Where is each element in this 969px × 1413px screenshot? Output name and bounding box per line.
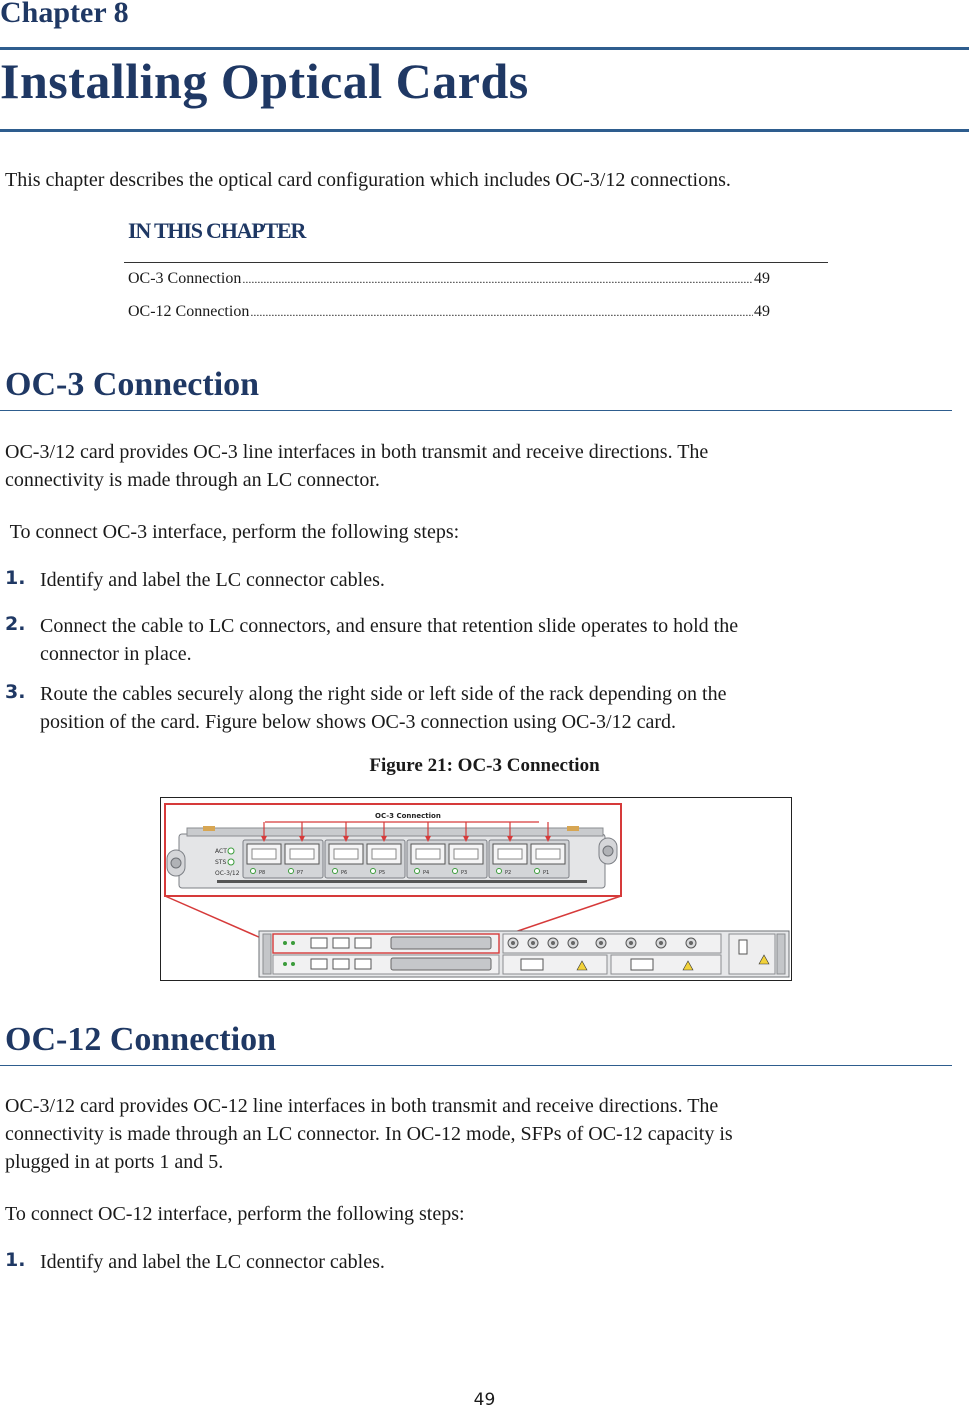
coax-port-center: [571, 941, 575, 945]
step-number: 3.: [5, 681, 26, 703]
page-number: 49: [473, 1390, 496, 1410]
sfp-port-opening: [416, 849, 440, 859]
zoom-line-left: [165, 896, 261, 938]
port-led-icon: [497, 869, 502, 874]
coax-port-center: [689, 941, 693, 945]
toc-heading: IN THIS CHAPTER: [128, 218, 306, 243]
toc-entry-title[interactable]: OC-3 Connection: [128, 270, 242, 287]
chassis-led-icon: [283, 962, 287, 966]
card-top-clip: [203, 826, 215, 831]
oc3-steps-lead: To connect OC-3 interface, perform the following steps:: [5, 521, 460, 543]
lc-port: [521, 959, 543, 970]
chassis-slot: [611, 955, 721, 974]
port-label: P8: [259, 870, 266, 876]
toc-rule: [124, 262, 828, 263]
oc3-para-line: OC-3/12 card provides OC-3 line interfaces in both transmit and receive directions. The: [5, 441, 709, 463]
step-text: Route the cables securely along the right side or left side of the rack depending on the: [40, 683, 727, 705]
toc-leader-dots: [242, 272, 753, 287]
callout-label: OC-3 Connection: [375, 812, 441, 820]
chassis-led-icon: [291, 941, 295, 945]
scsi-connector-icon: [391, 937, 491, 949]
card-led-label: ACT: [215, 848, 227, 855]
port-label: P4: [423, 870, 430, 876]
chassis-port: [311, 959, 327, 969]
port-label: P5: [379, 870, 386, 876]
chassis-port: [333, 938, 349, 948]
sfp-port-opening: [252, 849, 276, 859]
sfp-port-opening: [454, 849, 478, 859]
card-top-clip: [567, 826, 579, 831]
card-top-edge: [187, 828, 603, 836]
step-number: 1.: [5, 567, 26, 589]
coax-port-center: [511, 941, 515, 945]
coax-port-center: [659, 941, 663, 945]
scsi-connector-icon: [391, 958, 491, 970]
step-text: position of the card. Figure below shows OC-3 connection using OC-3/12 card.: [40, 711, 677, 733]
chassis-slot: [503, 955, 607, 974]
power-module: [729, 934, 775, 974]
coax-port-center: [531, 941, 535, 945]
toc-leader-dots: [250, 305, 753, 320]
chapter-label-rule: [0, 47, 969, 50]
chassis-led-icon: [283, 941, 287, 945]
section-title-oc3: OC-3 Connection: [5, 366, 260, 403]
toc-entry-page[interactable]: 49: [754, 270, 770, 287]
section-rule-oc12: [0, 1065, 952, 1066]
port-label: P7: [297, 870, 304, 876]
port-led-icon: [333, 869, 338, 874]
port-label: P2: [505, 870, 512, 876]
chassis-port: [355, 938, 371, 948]
oc12-para-line: plugged in at ports 1 and 5.: [5, 1151, 224, 1173]
act-led-icon: [228, 848, 234, 854]
toc-entry-page[interactable]: 49: [754, 303, 770, 320]
chassis-led-icon: [291, 962, 295, 966]
port-led-icon: [289, 869, 294, 874]
port-led-icon: [371, 869, 376, 874]
sfp-port-opening: [498, 849, 522, 859]
oc3-para-line: connectivity is made through an LC connector.: [5, 469, 380, 491]
sfp-port-opening: [372, 849, 396, 859]
chapter-label: Chapter 8: [0, 0, 129, 29]
sts-led-icon: [228, 859, 234, 865]
port-label: P3: [461, 870, 468, 876]
chassis-port: [333, 959, 349, 969]
chassis-ear-left: [263, 934, 271, 974]
oc3-card-illustration: [161, 798, 791, 980]
oc12-para-line: connectivity is made through an LC connector. In OC-12 mode, SFPs of OC-12 capacity is: [5, 1123, 733, 1145]
chapter-title-rule: [0, 129, 969, 132]
step-text: Connect the cable to LC connectors, and ensure that retention slide operates to hold the: [40, 615, 739, 637]
card-bottom-strip: [217, 880, 587, 883]
card-led-label: STS: [215, 859, 227, 866]
oc12-para-line: OC-3/12 card provides OC-12 line interfaces in both transmit and receive directions. The: [5, 1095, 719, 1117]
oc12-steps-lead: To connect OC-12 interface, perform the following steps:: [5, 1203, 465, 1225]
sfp-port-opening: [536, 849, 560, 859]
screw-icon: [603, 846, 613, 856]
card-model-label: OC-3/12: [215, 870, 240, 877]
coax-port-center: [551, 941, 555, 945]
step-text: Identify and label the LC connector cables.: [40, 1251, 385, 1273]
step-number: 1.: [5, 1249, 26, 1271]
toc-entry-oc3[interactable]: [128, 270, 770, 288]
sfp-port-opening: [290, 849, 314, 859]
step-text: Identify and label the LC connector cables.: [40, 569, 385, 591]
port-led-icon: [453, 869, 458, 874]
port-led-icon: [535, 869, 540, 874]
toc-entry-title[interactable]: OC-12 Connection: [128, 303, 250, 320]
section-title-oc12: OC-12 Connection: [5, 1021, 277, 1058]
lc-port: [631, 959, 653, 970]
port-label: P1: [543, 870, 550, 876]
section-rule-oc3: [0, 410, 952, 411]
oc3-connection-figure: [160, 797, 792, 981]
figure-caption: Figure 21: OC-3 Connection: [369, 755, 600, 776]
sfp-port-opening: [334, 849, 358, 859]
chapter-title: Installing Optical Cards: [0, 53, 529, 109]
step-number: 2.: [5, 613, 26, 635]
port-led-icon: [415, 869, 420, 874]
chassis-port: [355, 959, 371, 969]
screw-icon: [171, 858, 181, 868]
port-label: P6: [341, 870, 348, 876]
chassis-port: [311, 938, 327, 948]
toc-entry-oc12[interactable]: [128, 303, 770, 321]
coax-port-center: [629, 941, 633, 945]
power-switch-icon: [739, 940, 747, 954]
chassis-ear-right: [777, 934, 785, 974]
port-led-icon: [251, 869, 256, 874]
step-text: connector in place.: [40, 643, 192, 665]
coax-port-center: [599, 941, 603, 945]
chapter-intro: This chapter describes the optical card configuration which includes OC-3/12 connections.: [5, 169, 731, 191]
